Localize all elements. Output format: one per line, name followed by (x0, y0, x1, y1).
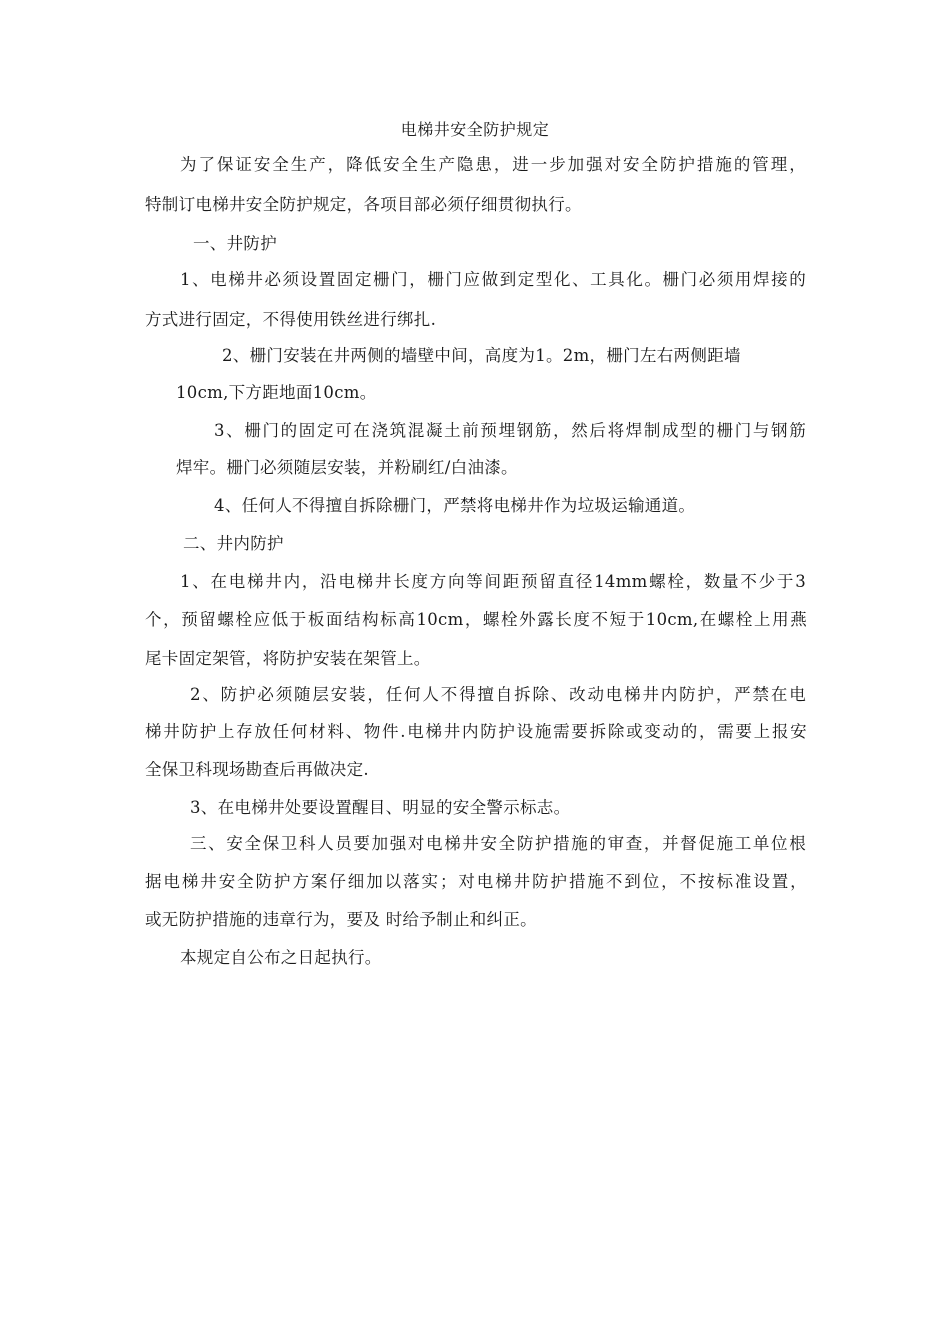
section-heading: 一、井防护 (193, 234, 277, 253)
paragraph-line: 2、防护必须随层安装，任何人不得擅自拆除、改动电梯井内防护，严禁在电 (190, 685, 806, 704)
paragraph-line: 特制订电梯井安全防护规定，各项目部必须仔细贯彻执行。 (145, 195, 582, 214)
paragraph-line: 或无防护措施的违章行为，要及 时给予制止和纠正。 (145, 910, 537, 929)
paragraph-line: 为了保证安全生产，降低安全生产隐患，进一步加强对安全防护措施的管理， (180, 155, 806, 174)
paragraph-line: 本规定自公布之日起执行。 (180, 948, 382, 967)
paragraph-line: 3、栅门的固定可在浇筑混凝土前预埋钢筋，然后将焊制成型的栅门与钢筋 (214, 421, 806, 440)
paragraph-line: 三、安全保卫科人员要加强对电梯井安全防护措施的审查，并督促施工单位根 (190, 834, 806, 853)
paragraph-line: 方式进行固定，不得使用铁丝进行绑扎. (145, 310, 437, 329)
paragraph-line: 梯井防护上存放任何材料、物件.电梯井内防护设施需要拆除或变动的，需要上报安 (145, 722, 807, 741)
paragraph-line: 3、在电梯井处要设置醒目、明显的安全警示标志。 (190, 798, 571, 817)
paragraph-line: 全保卫科现场勘查后再做决定. (145, 760, 369, 779)
paragraph-line: 2、栅门安装在井两侧的墙壁中间，高度为1。2m，栅门左右两侧距墙 (222, 346, 741, 365)
paragraph-line: 据电梯井安全防护方案仔细加以落实；对电梯井防护措施不到位，不按标准设置， (145, 872, 807, 891)
section-heading: 二、井内防护 (183, 534, 284, 553)
document-title: 电梯井安全防护规定 (400, 120, 550, 139)
paragraph-line: 焊牢。栅门必须随层安装，并粉刷红/白油漆。 (176, 458, 518, 477)
paragraph-line: 个，预留螺栓应低于板面结构标高10cm，螺栓外露长度不短于10cm,在螺栓上用燕 (145, 610, 807, 629)
paragraph-line: 10cm,下方距地面10cm。 (176, 383, 377, 402)
paragraph-line: 1、电梯井必须设置固定栅门，栅门应做到定型化、工具化。栅门必须用焊接的 (180, 270, 806, 289)
paragraph-line: 4、任何人不得擅自拆除栅门，严禁将电梯井作为垃圾运输通道。 (214, 496, 696, 515)
paragraph-line: 尾卡固定架管，将防护安装在架管上。 (145, 649, 431, 668)
paragraph-line: 1、在电梯井内，沿电梯井长度方向等间距预留直径14mm螺栓，数量不少于3 (180, 572, 806, 591)
